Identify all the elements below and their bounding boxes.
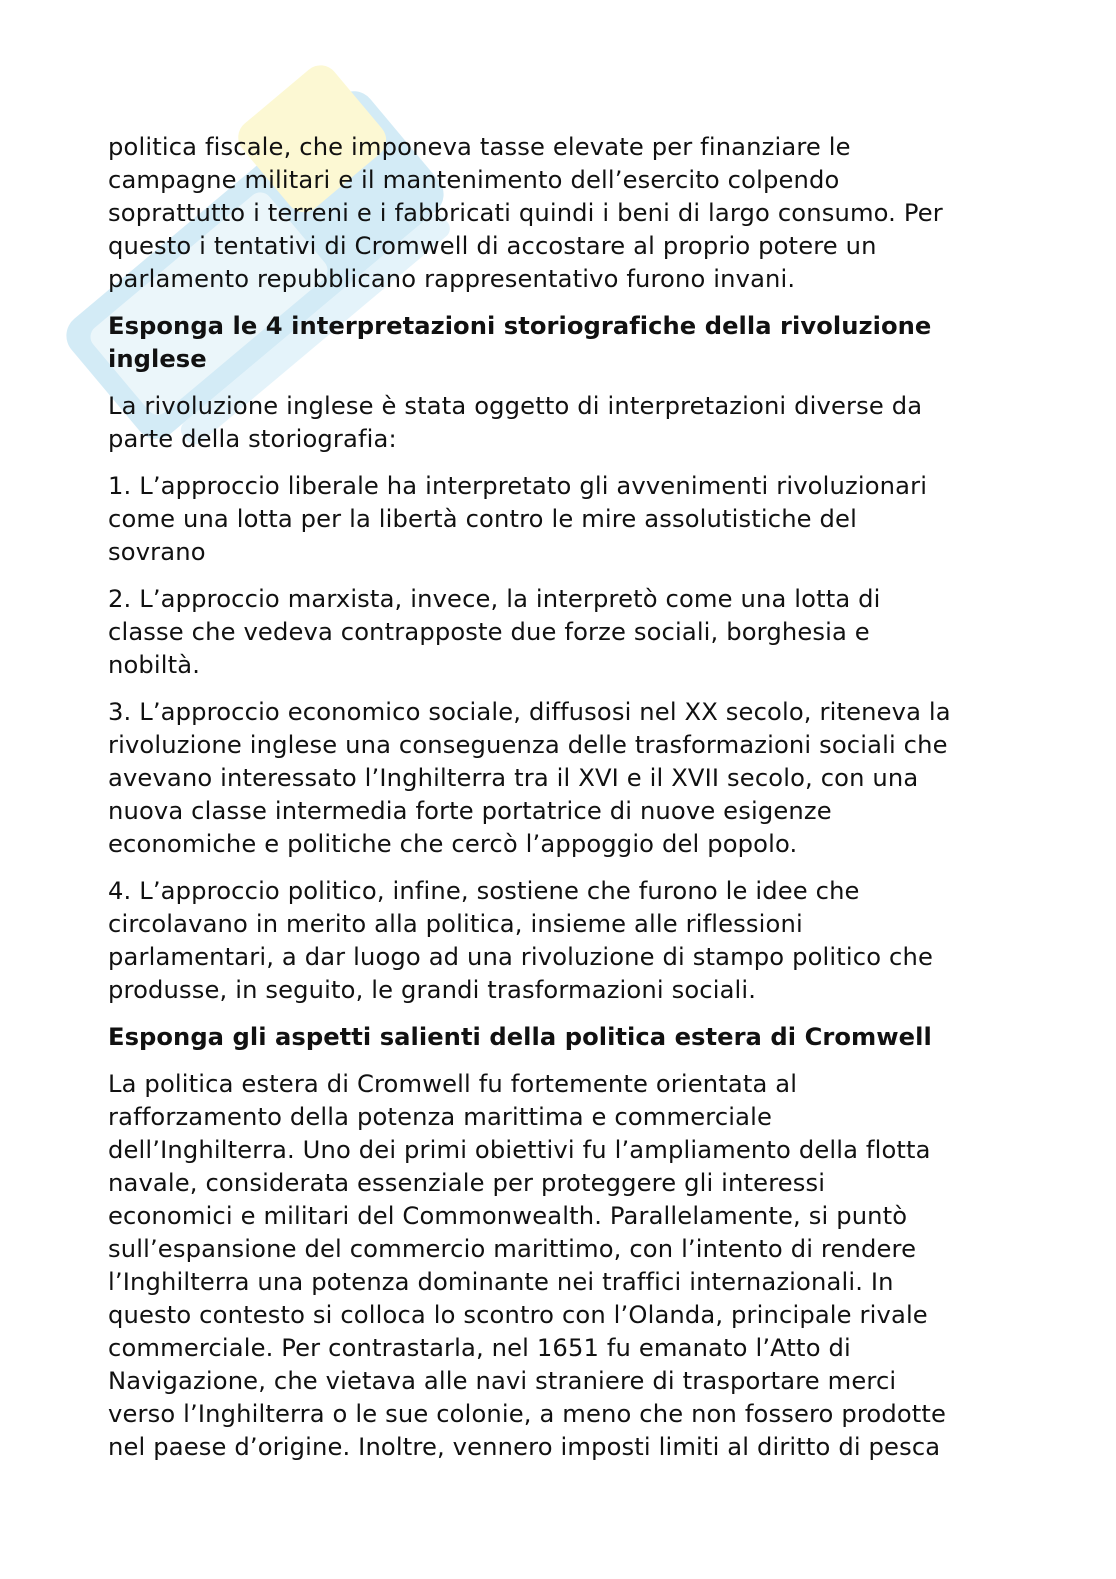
document-body (108, 131, 1013, 1478)
paragraph-approccio-economico-sociale (108, 696, 1013, 861)
text-line: 2. L’approccio marxista, invece, la interpretò come una lotta di (108, 585, 881, 613)
text-line: questo contesto si colloca lo scontro con l’Olanda, principale rivale (108, 1301, 928, 1329)
text-line: campagne militari e il mantenimento dell’esercito colpendo (108, 166, 840, 194)
text-line: politica fiscale, che imponeva tasse elevate per finanziare le (108, 133, 851, 161)
text-line: questo i tentativi di Cromwell di accostare al proprio potere un (108, 232, 877, 260)
text-line: nel paese d’origine. Inoltre, vennero imposti limiti al diritto di pesca (108, 1433, 941, 1461)
text-line: parlamentari, a dar luogo ad una rivoluzione di stampo politico che (108, 943, 933, 971)
text-line: navale, considerata essenziale per proteggere gli interessi (108, 1169, 826, 1197)
text-line: verso l’Inghilterra o le sue colonie, a meno che non fossero prodotte (108, 1400, 947, 1428)
text-line: rafforzamento della potenza marittima e commerciale (108, 1103, 773, 1131)
text-line: avevano interessato l’Inghilterra tra il XVI e il XVII secolo, con una (108, 764, 919, 792)
heading-line: inglese (108, 345, 207, 373)
text-line: parlamento repubblicano rappresentativo furono invani. (108, 265, 796, 293)
text-line: produsse, in seguito, le grandi trasformazioni sociali. (108, 976, 757, 1004)
text-line: come una lotta per la libertà contro le mire assolutistiche del (108, 505, 857, 533)
paragraph-approccio-marxista (108, 583, 1013, 682)
text-line: circolavano in merito alla politica, insieme alle riflessioni (108, 910, 803, 938)
paragraph-politica-estera (108, 1068, 1013, 1464)
text-line: economici e militari del Commonwealth. Parallelamente, si puntò (108, 1202, 908, 1230)
paragraph-introduzione-storiografia (108, 390, 1013, 456)
text-line: economiche e politiche che cercò l’appoggio del popolo. (108, 830, 798, 858)
text-line: 4. L’approccio politico, infine, sostiene che furono le idee che (108, 877, 860, 905)
text-line: classe che vedeva contrapposte due forze sociali, borghesia e (108, 618, 870, 646)
text-line: rivoluzione inglese una conseguenza delle trasformazioni sociali che (108, 731, 948, 759)
text-line: La politica estera di Cromwell fu fortemente orientata al (108, 1070, 798, 1098)
text-line: La rivoluzione inglese è stata oggetto di interpretazioni diverse da (108, 392, 923, 420)
paragraph-approccio-liberale (108, 470, 1013, 569)
text-line: 1. L’approccio liberale ha interpretato gli avvenimenti rivoluzionari (108, 472, 928, 500)
text-line: 3. L’approccio economico sociale, diffusosi nel XX secolo, riteneva la (108, 698, 951, 726)
text-line: dell’Inghilterra. Uno dei primi obiettivi fu l’ampliamento della flotta (108, 1136, 931, 1164)
text-line: sovrano (108, 538, 206, 566)
text-line: parte della storiografia: (108, 425, 397, 453)
text-line: l’Inghilterra una potenza dominante nei traffici internazionali. In (108, 1268, 894, 1296)
text-line: soprattutto i terreni e i fabbricati quindi i beni di largo consumo. Per (108, 199, 943, 227)
paragraph-approccio-politico (108, 875, 1013, 1007)
section-heading-interpretazioni (108, 310, 1013, 376)
intro-paragraph (108, 131, 1013, 296)
text-line: commerciale. Per contrastarla, nel 1651 fu emanato l’Atto di (108, 1334, 851, 1362)
text-line: sull’espansione del commercio marittimo, con l’intento di rendere (108, 1235, 917, 1263)
heading-line: Esponga gli aspetti salienti della politica estera di Cromwell (108, 1023, 932, 1051)
heading-line: Esponga le 4 interpretazioni storiografiche della rivoluzione (108, 312, 932, 340)
text-line: Navigazione, che vietava alle navi straniere di trasportare merci (108, 1367, 897, 1395)
text-line: nobiltà. (108, 651, 201, 679)
text-line: nuova classe intermedia forte portatrice di nuove esigenze (108, 797, 832, 825)
section-heading-politica-estera (108, 1021, 1013, 1054)
